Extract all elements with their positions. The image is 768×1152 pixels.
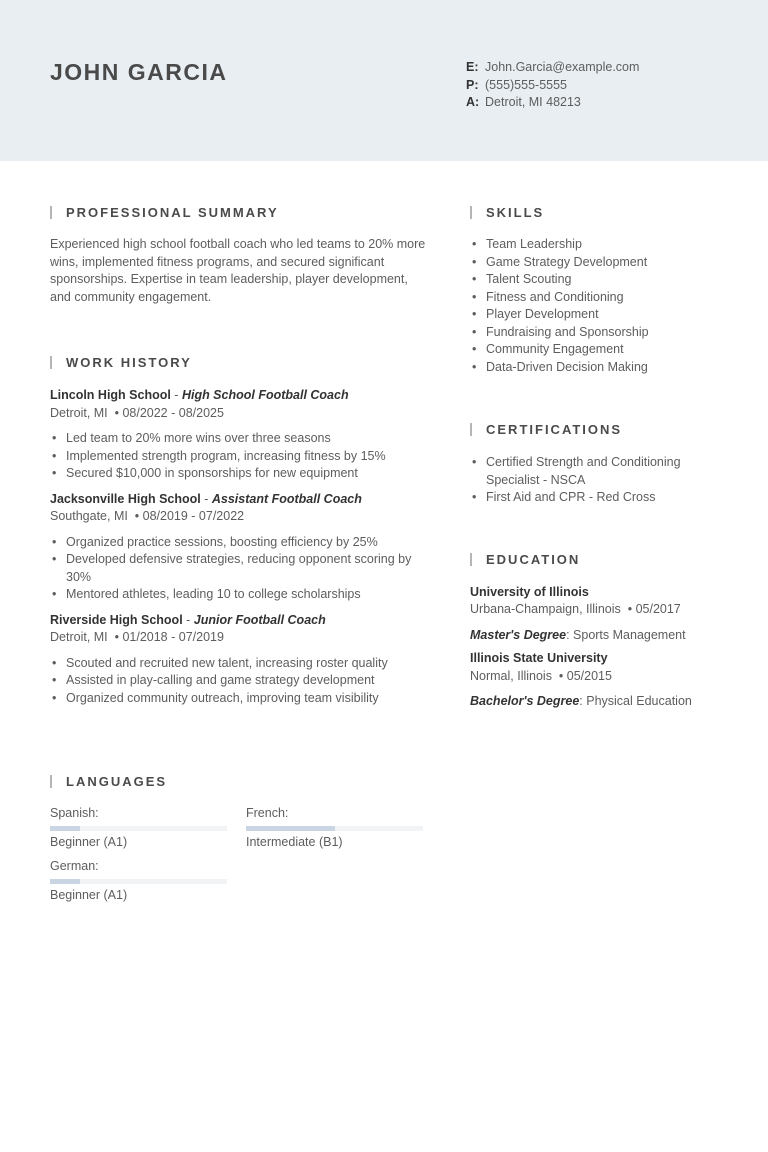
language-level-fill xyxy=(246,826,335,831)
languages-heading xyxy=(50,772,167,790)
list-item: • Secured $10,000 in sponsorships for new equipment xyxy=(50,465,428,483)
language-level-fill xyxy=(50,826,80,831)
work-history-section xyxy=(50,353,428,707)
education-school: Illinois State University xyxy=(470,651,608,665)
summary-heading xyxy=(50,203,428,221)
list-item: • Organized community outreach, improving team visibility xyxy=(50,690,428,708)
job-dates: 08/2019 - 07/2022 xyxy=(142,509,245,523)
job-role: Junior Football Coach xyxy=(193,612,326,627)
contact-phone xyxy=(466,77,639,95)
job-entry xyxy=(50,491,428,604)
education-entry xyxy=(470,584,730,645)
job-title-line: Riverside High School - Junior Football Coach xyxy=(50,612,326,627)
job-employer: Jacksonville High School xyxy=(50,491,201,506)
contact-email-label: E: xyxy=(466,60,479,74)
education-date: 05/2017 xyxy=(635,602,681,616)
language-level: Beginner (A1) xyxy=(50,887,128,902)
section-marker xyxy=(470,423,472,436)
language-item xyxy=(246,805,423,851)
candidate-name: JOHN GARCIA xyxy=(50,59,228,85)
job-meta-line: Detroit, MI • 01/2018 - 07/2019 xyxy=(50,630,224,644)
education-school: University of Illinois xyxy=(470,584,589,599)
job-location: Detroit, MI xyxy=(50,630,108,644)
contact-address-value: Detroit, MI 48213 xyxy=(485,95,581,109)
language-name: Spanish: xyxy=(50,806,99,820)
job-employer: Riverside High School xyxy=(50,612,183,627)
job-title-line: Lincoln High School - High School Football Coach xyxy=(50,388,349,402)
list-item: • Implemented strength program, increasing fitness by 15% xyxy=(50,448,428,466)
education-degree: Master's Degree xyxy=(470,627,567,642)
list-item: • Community Engagement xyxy=(470,341,730,359)
language-name: German: xyxy=(50,859,99,873)
section-marker xyxy=(50,206,52,219)
job-bullets xyxy=(50,534,428,604)
contact-address-label: A: xyxy=(466,95,480,109)
education-entry xyxy=(470,650,730,711)
list-item: • Certified Strength and Conditioning Specialist - NSCA xyxy=(470,454,730,489)
job-location: Detroit, MI xyxy=(50,405,108,420)
resume-header xyxy=(0,0,768,161)
contact-phone-label: P: xyxy=(466,77,479,92)
section-marker xyxy=(470,206,472,219)
summary-section xyxy=(50,203,428,306)
education-heading-text: EDUCATION xyxy=(486,552,581,567)
contact-email-value[interactable]: John.Garcia@example.com xyxy=(485,60,640,74)
job-meta-line: Detroit, MI • 08/2022 - 08/2025 xyxy=(50,405,224,420)
list-item: • Data-Driven Decision Making xyxy=(470,359,730,377)
list-item: • Fitness and Conditioning xyxy=(470,289,730,307)
job-role: High School Football Coach xyxy=(181,388,349,402)
job-dates: 01/2018 - 07/2019 xyxy=(122,630,224,644)
job-entry xyxy=(50,612,428,708)
contact-block xyxy=(466,59,639,112)
certifications-list xyxy=(470,454,730,507)
section-marker xyxy=(470,553,472,566)
list-item: • Team Leadership xyxy=(470,236,730,254)
contact-address xyxy=(466,94,639,112)
section-marker xyxy=(50,356,52,369)
education-heading xyxy=(470,551,730,569)
list-item: • Game Strategy Development xyxy=(470,254,730,272)
skills-heading xyxy=(470,203,730,221)
right-column xyxy=(470,203,730,711)
education-field: : Sports Management xyxy=(566,627,686,642)
education-degree: Bachelor's Degree xyxy=(470,694,580,708)
languages-heading-text: LANGUAGES xyxy=(66,773,168,789)
job-bullets xyxy=(50,655,428,708)
language-name: French: xyxy=(246,806,289,820)
list-item: • Fundraising and Sponsorship xyxy=(470,324,730,342)
certifications-section xyxy=(470,420,730,507)
job-bullets xyxy=(50,430,428,483)
education-date: 05/2015 xyxy=(566,668,612,683)
left-column xyxy=(50,203,428,707)
job-title-line: Jacksonville High School - Assistant Football Coach xyxy=(50,491,362,506)
education-degree-line xyxy=(470,693,730,711)
language-level-bar xyxy=(246,826,423,831)
list-item: • Led team to 20% more wins over three seasons xyxy=(50,430,428,448)
job-employer: Lincoln High School xyxy=(50,388,171,402)
job-meta-line: Southgate, MI • 08/2019 - 07/2022 xyxy=(50,509,245,523)
language-level-fill xyxy=(50,879,80,884)
job-role: Assistant Football Coach xyxy=(211,491,362,506)
language-item xyxy=(50,858,227,904)
education-meta: Normal, Illinois • 05/2015 xyxy=(470,668,612,683)
education-section xyxy=(470,551,730,711)
summary-heading-text: PROFESSIONAL SUMMARY xyxy=(66,204,279,220)
language-level: Intermediate (B1) xyxy=(246,834,343,849)
education-location: Normal, Illinois xyxy=(470,668,552,683)
list-item: • Talent Scouting xyxy=(470,271,730,289)
education-degree-line xyxy=(470,627,730,645)
work-history-heading-text: WORK HISTORY xyxy=(66,354,192,370)
job-location: Southgate, MI xyxy=(50,509,128,523)
list-item: • First Aid and CPR - Red Cross xyxy=(470,489,730,507)
language-level-bar xyxy=(50,826,227,831)
list-item: • Assisted in play-calling and game strategy development xyxy=(50,672,428,690)
skills-list xyxy=(470,236,730,376)
contact-email xyxy=(466,59,639,77)
job-dates: 08/2022 - 08/2025 xyxy=(122,405,224,420)
list-item: • Mentored athletes, leading 10 to college scholarships xyxy=(50,586,428,604)
language-level-bar xyxy=(50,879,227,884)
contact-phone-value[interactable]: (555)555-5555 xyxy=(485,77,568,92)
certifications-heading xyxy=(470,420,730,438)
summary-text: Experienced high school football coach who led teams to 20% more wins, implemented fitness programs, and secured significant sponsorships. Expertise in team leadership, player development, and community engagement. xyxy=(50,237,426,304)
section-marker xyxy=(50,775,52,788)
list-item: • Organized practice sessions, boosting efficiency by 25% xyxy=(50,534,428,552)
education-field: : Physical Education xyxy=(579,694,692,708)
skills-section xyxy=(470,203,730,376)
skills-heading-text: SKILLS xyxy=(486,204,545,220)
education-meta: Urbana-Champaign, Illinois • 05/2017 xyxy=(470,602,681,616)
list-item: • Developed defensive strategies, reducing opponent scoring by 30% xyxy=(50,551,428,586)
language-level: Beginner (A1) xyxy=(50,834,128,849)
language-item xyxy=(50,805,227,851)
education-location: Urbana-Champaign, Illinois xyxy=(470,602,621,616)
job-entry xyxy=(50,387,428,483)
work-history-heading xyxy=(50,353,428,371)
list-item: • Scouted and recruited new talent, increasing roster quality xyxy=(50,655,428,673)
languages-section xyxy=(50,772,167,790)
list-item: • Player Development xyxy=(470,306,730,324)
certifications-heading-text: CERTIFICATIONS xyxy=(486,421,623,437)
